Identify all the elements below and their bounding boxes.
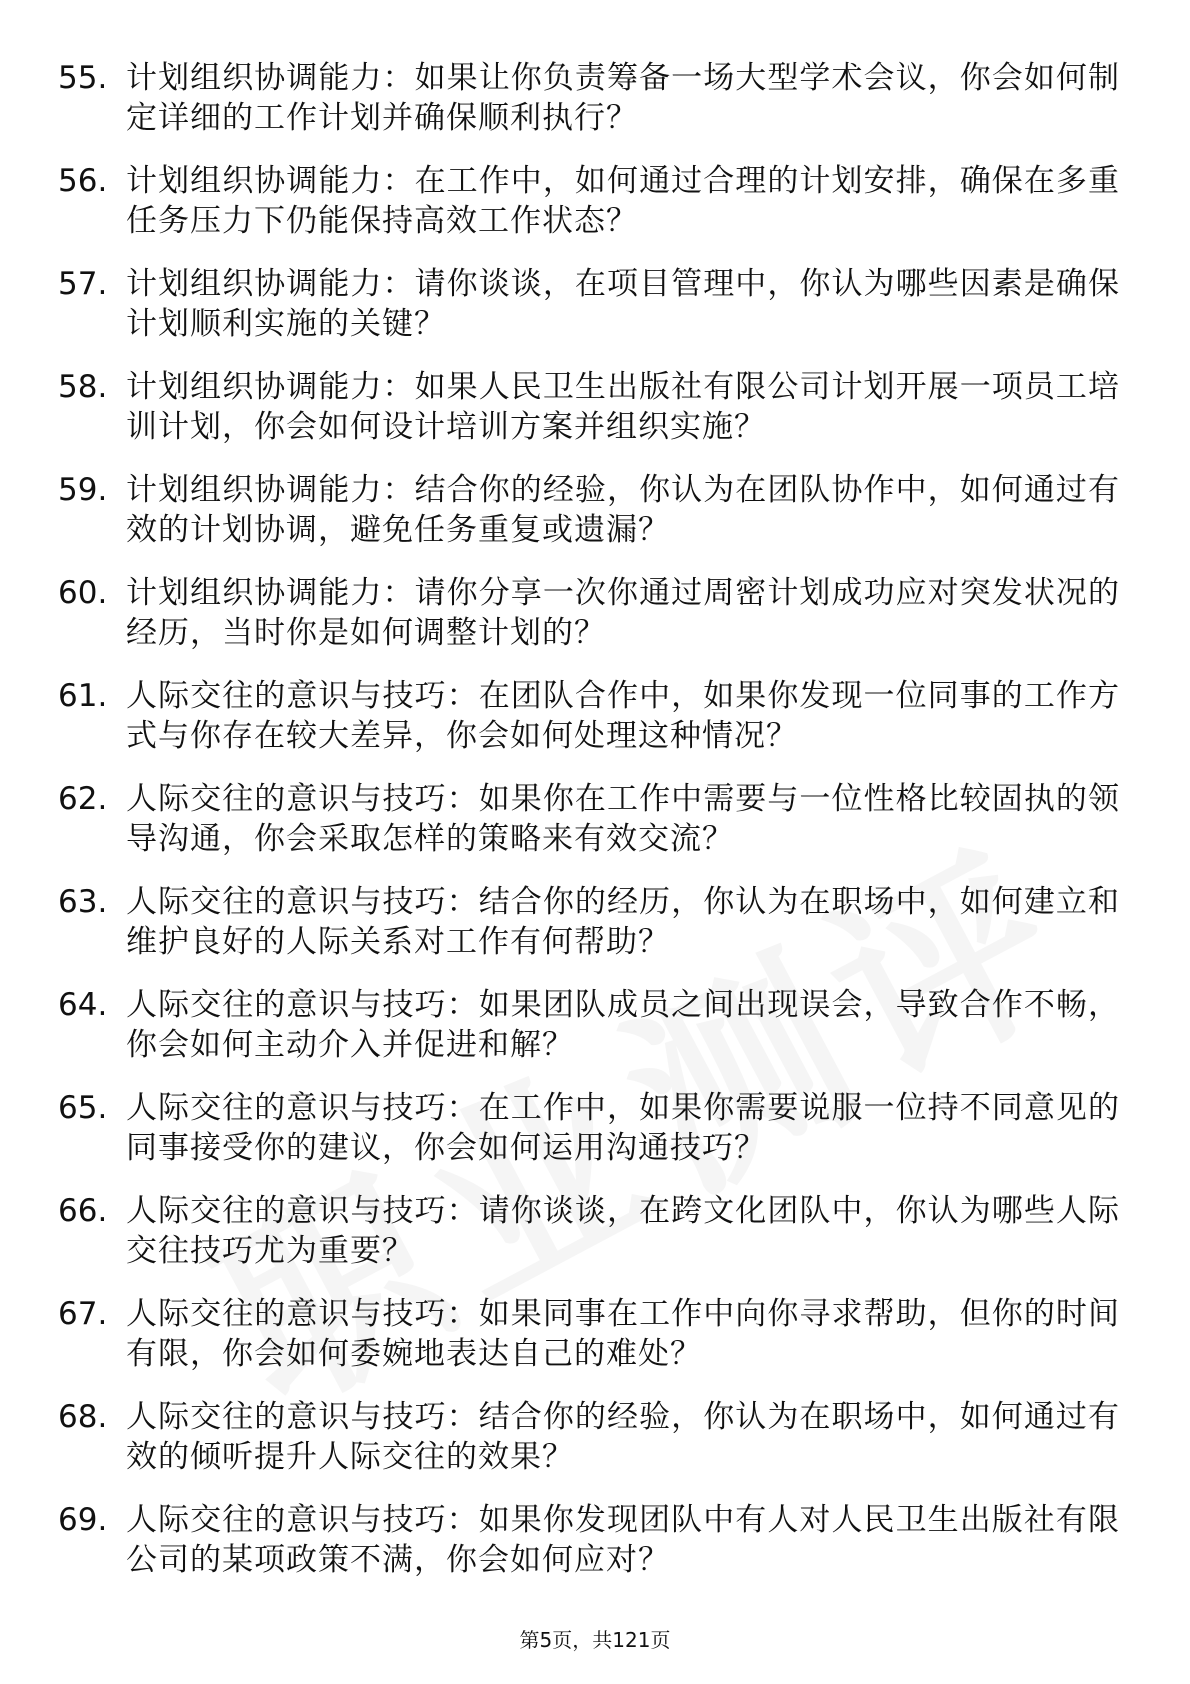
question-item <box>58 1191 1120 1294</box>
question-number: 61. <box>58 678 108 714</box>
question-number: 64. <box>58 987 108 1023</box>
question-item <box>58 1500 1120 1603</box>
question-item <box>58 161 1120 264</box>
question-text: 人际交往的意识与技巧：请你谈谈，在跨文化团队中，你认为哪些人际交往技巧尤为重要？ <box>126 1193 1120 1269</box>
question-text: 计划组织协调能力：如果让你负责筹备一场大型学术会议，你会如何制定详细的工作计划并确保顺利执行？ <box>126 60 1120 136</box>
question-text: 计划组织协调能力：如果人民卫生出版社有限公司计划开展一项员工培训计划，你会如何设计培训方案并组织实施？ <box>126 369 1120 445</box>
question-text: 计划组织协调能力：请你谈谈，在项目管理中，你认为哪些因素是确保计划顺利实施的关键？ <box>126 266 1120 342</box>
question-item <box>58 1397 1120 1500</box>
question-number: 57. <box>58 266 108 302</box>
question-number: 58. <box>58 369 108 405</box>
question-text: 计划组织协调能力：请你分享一次你通过周密计划成功应对突发状况的经历，当时你是如何调整计划的？ <box>126 575 1120 651</box>
question-item <box>58 573 1120 676</box>
question-number: 66. <box>58 1193 108 1229</box>
question-number: 67. <box>58 1296 108 1332</box>
question-number: 69. <box>58 1502 108 1538</box>
question-text: 人际交往的意识与技巧：结合你的经验，你认为在职场中，如何通过有效的倾听提升人际交往的效果？ <box>126 1399 1120 1475</box>
question-item <box>58 470 1120 573</box>
question-item <box>58 58 1120 161</box>
question-item <box>58 882 1120 985</box>
question-number: 60. <box>58 575 108 611</box>
question-number: 55. <box>58 60 108 96</box>
page-number: 第5页，共121页 <box>519 1628 671 1652</box>
question-number: 63. <box>58 884 108 920</box>
question-item <box>58 1294 1120 1397</box>
question-text: 人际交往的意识与技巧：如果你在工作中需要与一位性格比较固执的领导沟通，你会采取怎样的策略来有效交流？ <box>126 781 1120 857</box>
question-text: 计划组织协调能力：在工作中，如何通过合理的计划安排，确保在多重任务压力下仍能保持高效工作状态？ <box>126 163 1120 239</box>
question-number: 59. <box>58 472 108 508</box>
question-text: 人际交往的意识与技巧：结合你的经历，你认为在职场中，如何建立和维护良好的人际关系对工作有何帮助？ <box>126 884 1120 960</box>
question-item <box>58 985 1120 1088</box>
question-number: 65. <box>58 1090 108 1126</box>
question-list <box>58 58 1120 1603</box>
question-item <box>58 779 1120 882</box>
question-item <box>58 264 1120 367</box>
question-number: 68. <box>58 1399 108 1435</box>
question-item <box>58 367 1120 470</box>
question-text: 人际交往的意识与技巧：如果团队成员之间出现误会，导致合作不畅，你会如何主动介入并促进和解？ <box>126 987 1120 1063</box>
question-item <box>58 676 1120 779</box>
page-footer <box>0 1624 1190 1653</box>
question-text: 人际交往的意识与技巧：在工作中，如果你需要说服一位持不同意见的同事接受你的建议，你会如何运用沟通技巧？ <box>126 1090 1120 1166</box>
question-text: 人际交往的意识与技巧：在团队合作中，如果你发现一位同事的工作方式与你存在较大差异，你会如何处理这种情况？ <box>126 678 1120 754</box>
question-text: 人际交往的意识与技巧：如果同事在工作中向你寻求帮助，但你的时间有限，你会如何委婉地表达自己的难处？ <box>126 1296 1120 1372</box>
question-text: 计划组织协调能力：结合你的经验，你认为在团队协作中，如何通过有效的计划协调，避免任务重复或遗漏？ <box>126 472 1120 548</box>
question-number: 56. <box>58 163 108 199</box>
question-item <box>58 1088 1120 1191</box>
question-text: 人际交往的意识与技巧：如果你发现团队中有人对人民卫生出版社有限公司的某项政策不满，你会如何应对？ <box>126 1502 1120 1578</box>
question-number: 62. <box>58 781 108 817</box>
